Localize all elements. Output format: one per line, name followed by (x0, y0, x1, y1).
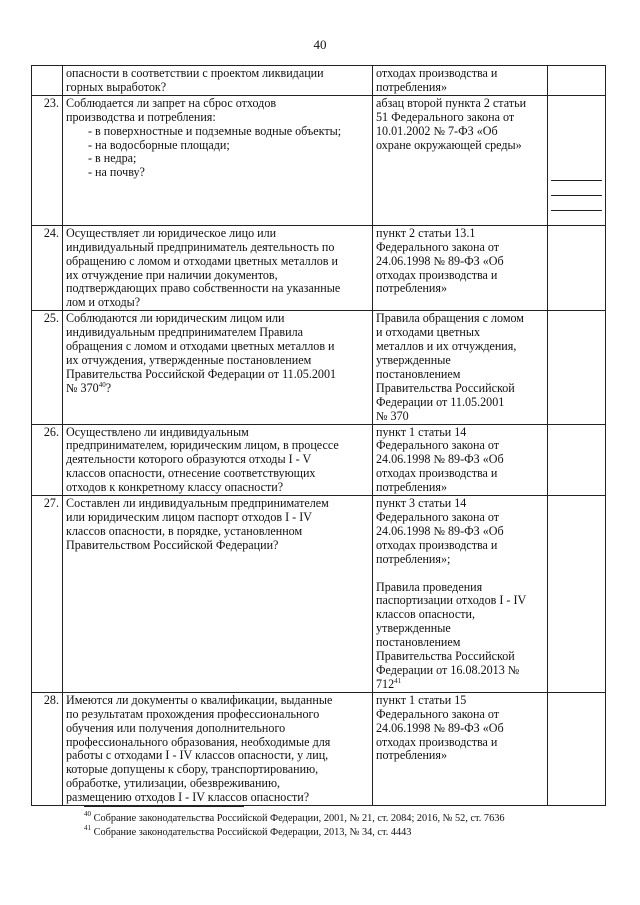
answer-cell (548, 496, 606, 693)
basis-line: Правила проведения (376, 579, 483, 594)
question-line: индивидуальный предприниматель деятельность по (66, 239, 335, 254)
footnote (84, 823, 505, 840)
basis-line: классов опасности, (376, 607, 476, 622)
answer-subcell (551, 210, 602, 225)
question-line: Соблюдаются ли юридическим лицом или (66, 311, 285, 326)
question-line: Соблюдается ли запрет на сброс отходов (66, 95, 277, 110)
row-number (32, 66, 63, 96)
basis-line: отходах производства и (376, 466, 498, 481)
question-line: или юридическим лицом паспорт отходов I - IV (66, 509, 312, 524)
question-line: обращения с ломом и отходами цветных металлов и (66, 339, 335, 354)
basis-line: Федерального закона от (376, 509, 500, 524)
basis-line: паспортизации отходов I - IV (376, 593, 527, 608)
question-line: индивидуальным предпринимателем Правила (66, 325, 303, 340)
footnotes (84, 812, 505, 839)
legal-basis-cell (373, 692, 548, 805)
basis-line: 24.06.1998 № 89-ФЗ «Об (376, 253, 504, 268)
question-cell (63, 424, 373, 496)
row-number: 24. (32, 225, 63, 310)
question-line: профессионального образования, необходимые для (66, 734, 331, 749)
basis-line: Федерации от 11.05.2001 (376, 394, 505, 409)
footnote-ref[interactable]: 41 (394, 676, 402, 685)
basis-line: отходах производства и (376, 734, 498, 749)
question-cell (63, 311, 373, 424)
basis-line: утвержденные (376, 352, 451, 367)
footnote-text: Собрание законодательства Российской Федерации, 2013, № 34, ст. 4443 (91, 826, 412, 838)
question-subitem: - на водосборные площади; (88, 137, 230, 152)
answer-cell (548, 424, 606, 496)
basis-line: постановлением (376, 635, 461, 650)
question-line: горных выработок? (66, 79, 167, 94)
basis-line: Правила обращения с ломом (376, 311, 524, 326)
basis-line: отходах производства и (376, 267, 498, 282)
question-cell (63, 225, 373, 310)
question-line: отходов к конкретному классу опасности? (66, 480, 284, 495)
question-line: обработке, утилизации, обезвреживанию, (66, 776, 281, 791)
question-line: которые допущены к сбору, транспортированию, (66, 762, 319, 777)
answer-subcell (551, 180, 602, 195)
question-line: обучения или получения дополнительного (66, 720, 286, 735)
basis-line: 24.06.1998 № 89-ФЗ «Об (376, 452, 504, 467)
question-line: подтверждающих право собственности на указанные (66, 281, 341, 296)
question-line: производства и потребления: (66, 109, 216, 124)
row-number: 25. (32, 311, 63, 424)
footnote-ref[interactable]: 40 (98, 380, 106, 389)
question-line: классов опасности, в порядке, установленном (66, 523, 303, 538)
row-number: 28. (32, 692, 63, 805)
table-row (32, 311, 606, 424)
footnote (84, 812, 505, 826)
basis-line: потребления»; (376, 551, 451, 566)
legal-basis-cell (373, 496, 548, 693)
basis-line: 10.01.2002 № 7-ФЗ «Об (376, 123, 498, 138)
basis-line: 24.06.1998 № 89-ФЗ «Об (376, 523, 504, 538)
footnote-mark: 40 (84, 810, 91, 818)
basis-line: пункт 3 статьи 14 (376, 496, 467, 511)
row-number: 23. (32, 95, 63, 225)
basis-line: потребления» (376, 79, 448, 94)
page-number: 40 (313, 37, 327, 52)
question-line: опасности в соответствии с проектом ликвидации (66, 66, 324, 80)
question-line: Правительства Российской Федерации от 11.05.2001 (66, 366, 337, 381)
basis-line: утвержденные (376, 621, 451, 636)
table-row (32, 496, 606, 693)
basis-line: Федерального закона от (376, 239, 500, 254)
basis-line: Федерального закона от (376, 438, 500, 453)
question-subitem: - на почву? (88, 165, 145, 180)
legal-basis-cell (373, 311, 548, 424)
question-line: предпринимателем, юридическим лицом, в процессе (66, 438, 339, 453)
basis-line: Правительства Российской (376, 380, 515, 395)
table-row (32, 66, 606, 96)
basis-line: 51 Федерального закона от (376, 109, 515, 124)
basis-line: потребления» (376, 748, 448, 763)
checklist-table (31, 65, 606, 806)
legal-basis-cell (373, 424, 548, 496)
question-line: Осуществлено ли индивидуальным (66, 424, 249, 439)
basis-line: абзац второй пункта 2 статьи (376, 95, 527, 110)
table-row (32, 692, 606, 805)
question-line: № 370 (66, 380, 99, 395)
basis-line: отходах производства и (376, 66, 498, 80)
question-line: их отчуждения, утвержденные постановлением (66, 352, 312, 367)
basis-line: отходах производства и (376, 537, 498, 552)
legal-basis-cell (373, 66, 548, 96)
basis-line: потребления» (376, 480, 448, 495)
answer-cell (548, 692, 606, 805)
footnote-separator (84, 806, 244, 807)
basis-line: № 370 (376, 408, 409, 423)
question-line: Составлен ли индивидуальным предпринимателем (66, 496, 329, 511)
footnote-text: Собрание законодательства Российской Федерации, 2001, № 21, ст. 2084; 2016, № 52, ст. 7636 (91, 813, 505, 824)
answer-cell (548, 95, 606, 225)
table-row (32, 225, 606, 310)
basis-line: постановлением (376, 366, 461, 381)
question-line: Имеются ли документы о квалификации, выданные (66, 692, 333, 707)
question-line: по результатам прохождения профессионального (66, 706, 320, 721)
basis-line: 24.06.1998 № 89-ФЗ «Об (376, 720, 504, 735)
question-cell (63, 66, 373, 96)
basis-line: Правительства Российской (376, 649, 515, 664)
row-number: 26. (32, 424, 63, 496)
question-line: Правительством Российской Федерации? (66, 537, 279, 552)
basis-line: и отходами цветных (376, 325, 481, 340)
row-number: 27. (32, 496, 63, 693)
question-line: лом и отходы? (66, 295, 141, 310)
legal-basis-cell (373, 225, 548, 310)
paragraph-gap (376, 567, 544, 581)
question-cell (63, 692, 373, 805)
answer-cell (548, 66, 606, 96)
question-line: размещению отходов I - IV классов опасности? (66, 790, 310, 805)
basis-line: пункт 2 статьи 13.1 (376, 225, 476, 240)
answer-cell (548, 225, 606, 310)
question-line: деятельности которого образуются отходы I - V (66, 452, 312, 467)
question-line: Осуществляет ли юридическое лицо или (66, 225, 277, 240)
question-line: обращению с ломом и отходами цветных металлов и (66, 253, 338, 268)
question-mark: ? (105, 380, 112, 395)
legal-basis-cell (373, 95, 548, 225)
table-row (32, 424, 606, 496)
basis-line: металлов и их отчуждения, (376, 339, 517, 354)
question-cell (63, 95, 373, 225)
basis-line: Федерального закона от (376, 706, 500, 721)
basis-line: 712 (376, 676, 395, 691)
question-line: классов опасности, отнесение соответствующих (66, 466, 316, 481)
basis-line: Федерации от 16.08.2013 № (376, 663, 520, 677)
footnote-mark: 41 (84, 823, 91, 832)
question-subitem: - в поверхностные и подземные водные объекты; (88, 123, 342, 138)
question-subitem: - в недра; (88, 151, 137, 166)
question-line: их отчуждение при наличии документов, (66, 267, 278, 282)
table-row (32, 95, 606, 225)
basis-line: пункт 1 статьи 15 (376, 692, 467, 707)
question-line: работы с отходами I - IV классов опасности, у лиц, (66, 748, 329, 763)
answer-cell (548, 311, 606, 424)
basis-line: потребления» (376, 281, 448, 296)
question-cell (63, 496, 373, 693)
basis-line: охране окружающей среды» (376, 137, 522, 152)
answer-subcell (551, 195, 602, 210)
basis-line: пункт 1 статьи 14 (376, 424, 467, 439)
